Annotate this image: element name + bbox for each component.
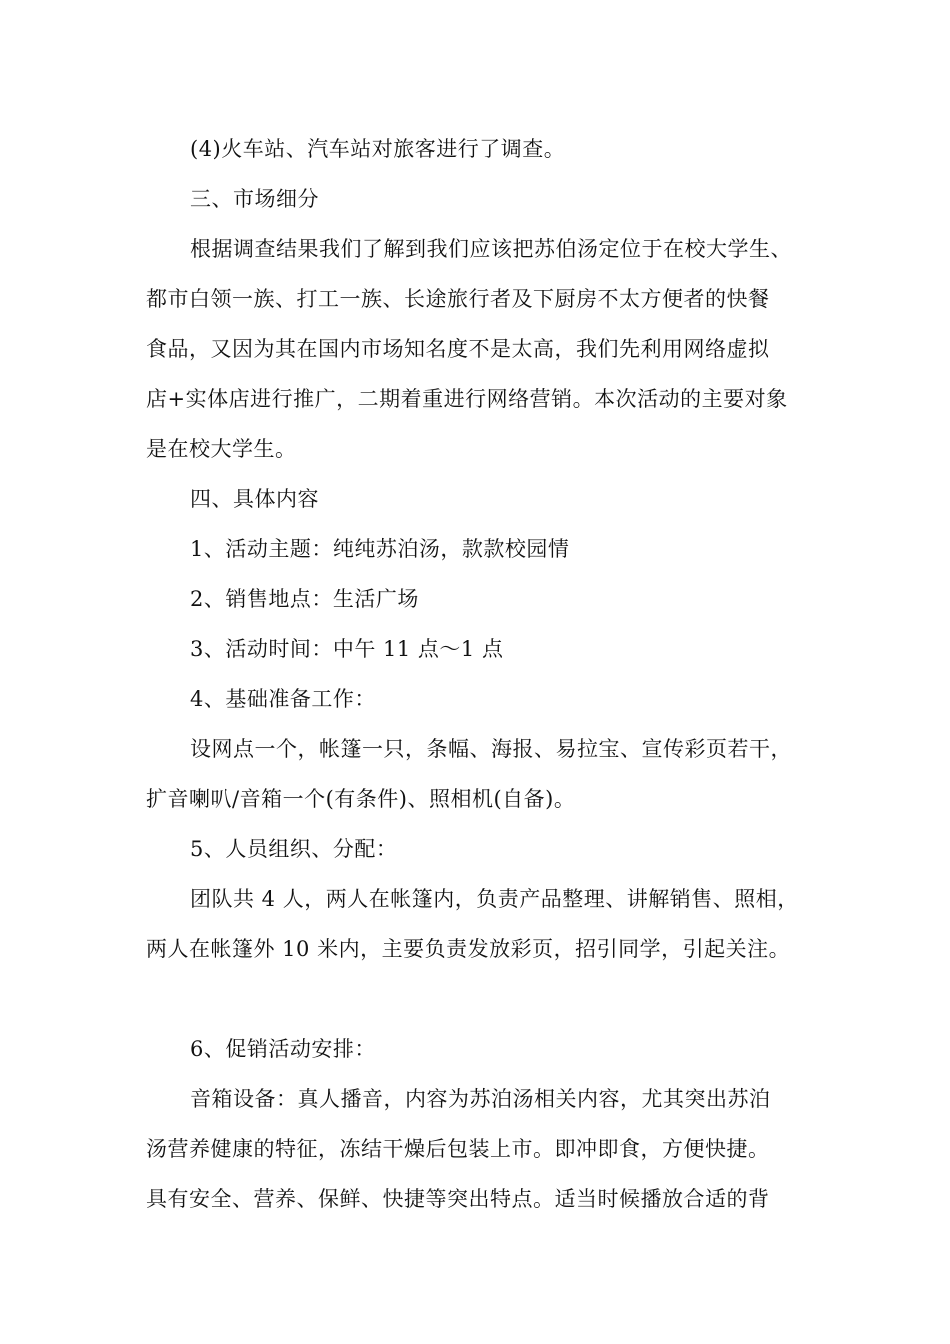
- section-heading: 四、具体内容: [190, 487, 319, 511]
- text-line: (4)火车站、汽车站对旅客进行了调查。: [190, 137, 566, 161]
- list-item: 1、活动主题：纯纯苏泊汤，款款校园情: [190, 537, 570, 561]
- list-item: 5、人员组织、分配：: [190, 837, 398, 861]
- paragraph-line: 是在校大学生。: [146, 437, 297, 461]
- section-heading: 三、市场细分: [190, 187, 319, 211]
- paragraph-line: 音箱设备：真人播音，内容为苏泊汤相关内容，尤其突出苏泊: [190, 1087, 771, 1111]
- paragraph-line: 都市白领一族、打工一族、长途旅行者及下厨房不太方便者的快餐: [146, 287, 770, 311]
- paragraph-line: 店+实体店进行推广，二期着重进行网络营销。本次活动的主要对象: [146, 387, 788, 411]
- paragraph-line: 设网点一个，帐篷一只，条幅、海报、易拉宝、宣传彩页若干，: [190, 737, 792, 761]
- paragraph-line: 汤营养健康的特征，冻结干燥后包装上市。即冲即食，方便快捷。: [146, 1137, 770, 1161]
- paragraph-line: 团队共 4 人，两人在帐篷内，负责产品整理、讲解销售、照相，: [190, 887, 799, 911]
- list-item: 2、销售地点：生活广场: [190, 587, 419, 611]
- list-item: 6、促销活动安排：: [190, 1037, 376, 1061]
- paragraph-line: 两人在帐篷外 10 米内，主要负责发放彩页，招引同学，引起关注。: [146, 937, 791, 961]
- paragraph-line: 具有安全、营养、保鲜、快捷等突出特点。适当时候播放合适的背: [146, 1187, 770, 1211]
- paragraph-line: 扩音喇叭/音箱一个(有条件)、照相机(自备)。: [146, 787, 576, 811]
- paragraph-line: 根据调查结果我们了解到我们应该把苏伯汤定位于在校大学生、: [190, 237, 792, 261]
- paragraph-line: 食品，又因为其在国内市场知名度不是太高，我们先利用网络虚拟: [146, 337, 770, 361]
- blank-line: [146, 974, 806, 1024]
- document-body: [146, 124, 806, 1224]
- list-item: 3、活动时间：中午 11 点～1 点: [190, 637, 504, 661]
- list-item: 4、基础准备工作：: [190, 687, 376, 711]
